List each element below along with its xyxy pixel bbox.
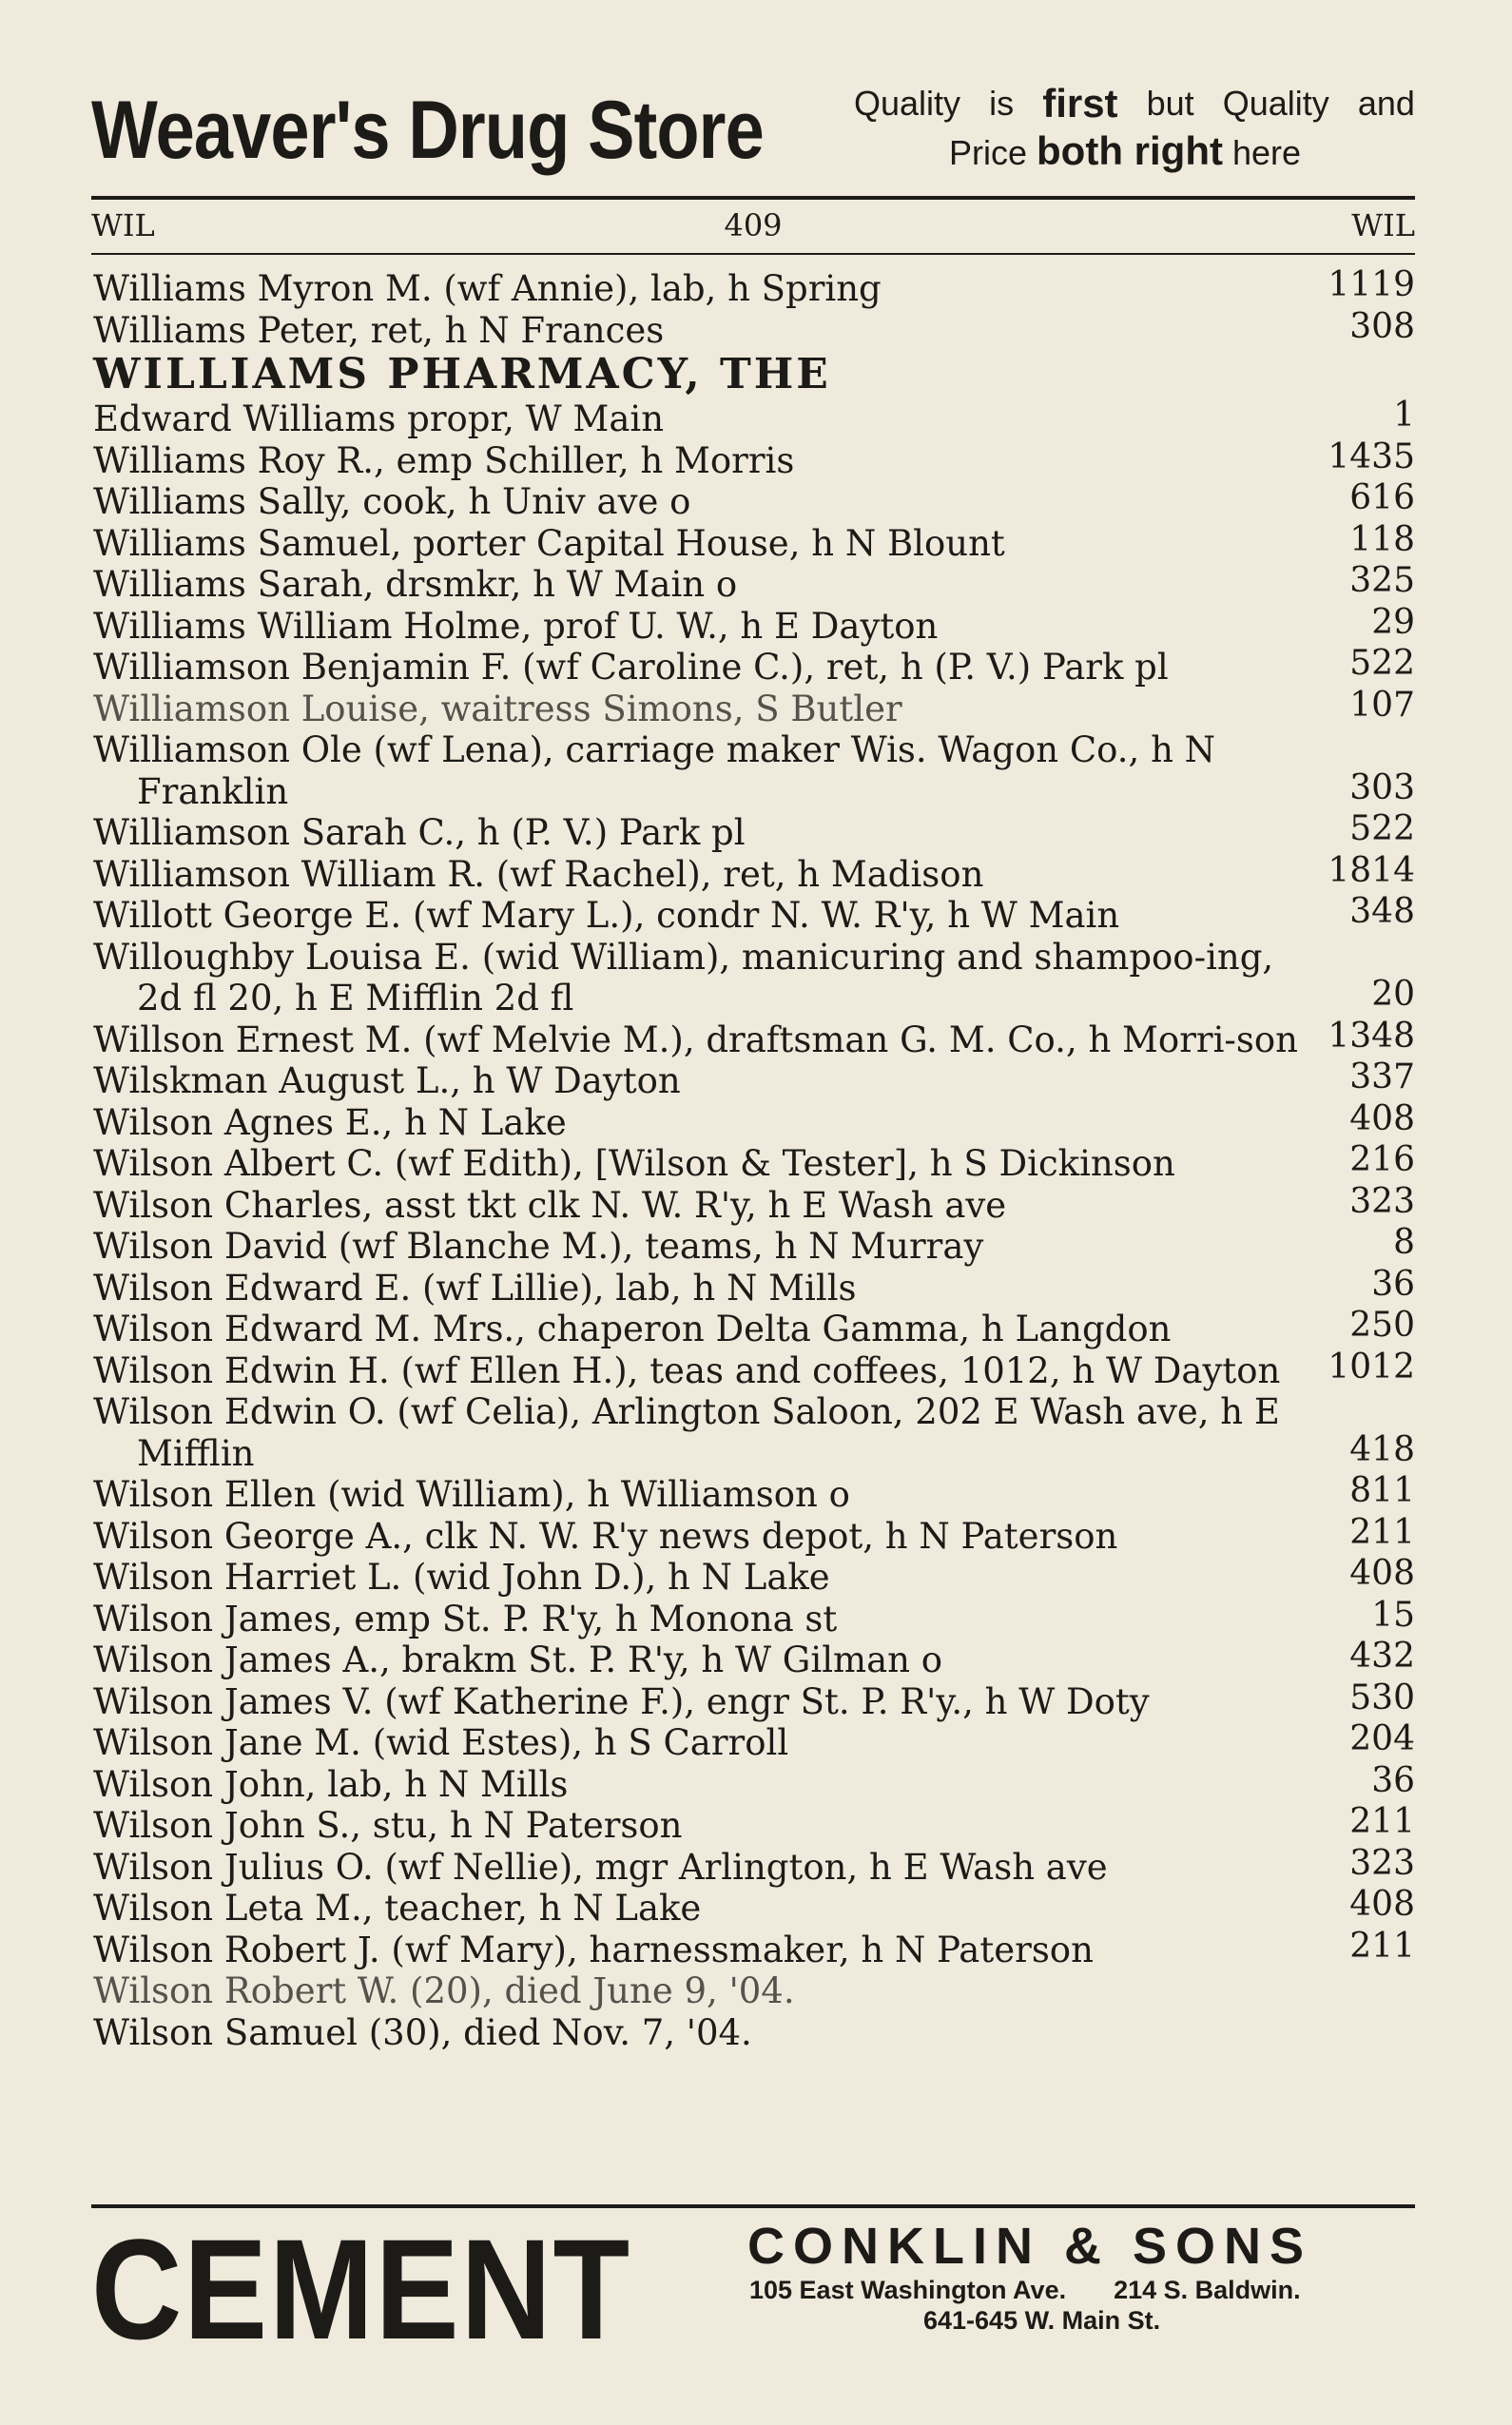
listing-entry bbox=[93, 1347, 1417, 1392]
listing-entry bbox=[93, 1098, 1417, 1144]
entry-text: Wilson Edwin O. (wf Celia), Arlington Saloon, 202 E Wash ave, h E Mifflin bbox=[93, 1391, 1280, 1474]
house-number: 216 bbox=[1349, 1140, 1415, 1179]
header-rule-top bbox=[91, 196, 1415, 200]
listing-entry bbox=[93, 1639, 1417, 1681]
house-number: 522 bbox=[1349, 809, 1415, 848]
house-number: 1348 bbox=[1328, 1016, 1415, 1056]
house-number: 107 bbox=[1349, 685, 1415, 725]
house-number: 408 bbox=[1349, 1885, 1415, 1924]
listing-entry bbox=[93, 1512, 1417, 1558]
firm-address-line-1 bbox=[747, 2275, 1419, 2305]
entry-text: Wilson Edward M. Mrs., chaperon Delta Gamma, h Langdon bbox=[93, 1309, 1172, 1349]
house-number: 308 bbox=[1349, 306, 1415, 346]
house-number: 15 bbox=[1371, 1595, 1415, 1635]
house-number: 36 bbox=[1371, 1760, 1415, 1800]
entry-text: Wilson James, emp St. P. R'y, h Monona st bbox=[93, 1598, 838, 1639]
entry-text: Williams Samuel, porter Capital House, h N Blount bbox=[93, 522, 1005, 564]
entry-text: Wilson Julius O. (wf Nellie), mgr Arlington, h E Wash ave bbox=[93, 1846, 1108, 1888]
cement-advertisement bbox=[91, 2208, 1419, 2369]
listing-entry bbox=[93, 519, 1417, 565]
store-slogan bbox=[854, 80, 1415, 177]
listing-entry bbox=[93, 1885, 1417, 1930]
listing-entry bbox=[93, 265, 1417, 310]
house-number: 616 bbox=[1349, 478, 1415, 517]
entry-text: Wilson George A., clk N. W. R'y news depot, h N Paterson bbox=[93, 1515, 1118, 1557]
house-number: 432 bbox=[1349, 1637, 1415, 1676]
entry-text: Wilson Ellen (wid William), h Williamson o bbox=[93, 1474, 850, 1515]
entry-text: WILLIAMS PHARMACY, THE bbox=[93, 350, 831, 398]
house-number: 1119 bbox=[1328, 265, 1415, 304]
listing-entry bbox=[93, 398, 1417, 440]
listing-entry bbox=[93, 937, 1417, 1019]
slogan-word: but bbox=[1146, 84, 1194, 123]
house-number: 325 bbox=[1349, 561, 1415, 600]
listing-entry bbox=[93, 561, 1417, 606]
entry-text: Edward Williams propr, W Main bbox=[93, 398, 665, 439]
entry-text: Wilson Charles, asst tkt clk N. W. R'y, h E Wash ave bbox=[93, 1184, 1007, 1226]
running-head-right: WIL bbox=[1351, 207, 1415, 243]
house-number: 408 bbox=[1349, 1554, 1415, 1593]
slogan-word: first bbox=[1042, 81, 1118, 126]
listing-entry bbox=[93, 1802, 1417, 1847]
entry-text: Wilson Albert C. (wf Edith), [Wilson & Tester], h S Dickinson bbox=[93, 1143, 1175, 1184]
house-number: 29 bbox=[1371, 602, 1415, 642]
slogan-word: Quality bbox=[1222, 84, 1329, 123]
listing-entry bbox=[93, 1554, 1417, 1599]
house-number: 204 bbox=[1349, 1719, 1415, 1758]
slogan-emphasis: both right bbox=[1037, 128, 1223, 173]
house-number: 1435 bbox=[1328, 436, 1415, 476]
listing-entry bbox=[93, 1471, 1417, 1516]
listing-entry bbox=[93, 478, 1417, 523]
firm-name: CONKLIN & SONS bbox=[747, 2218, 1313, 2275]
entry-text: Wilson Harriet L. (wid John D.), h N Lake bbox=[93, 1557, 830, 1598]
listing-heading bbox=[93, 351, 1417, 398]
listing-entry bbox=[93, 1760, 1417, 1806]
listing-entry bbox=[93, 892, 1417, 937]
entry-text: Wilson John S., stu, h N Paterson bbox=[93, 1805, 683, 1846]
house-number: 348 bbox=[1349, 892, 1415, 931]
house-number: 418 bbox=[1349, 1429, 1415, 1469]
listing-entry bbox=[93, 1678, 1417, 1723]
entry-text: Wilson David (wf Blanche M.), teams, h N Murray bbox=[93, 1226, 984, 1267]
directory-listing bbox=[93, 265, 1417, 2053]
listing-entry bbox=[93, 644, 1417, 689]
entry-text: Williams Sally, cook, h Univ ave o bbox=[93, 481, 691, 522]
listing-entry bbox=[93, 685, 1417, 730]
entry-text: Wilson Edward E. (wf Lillie), lab, h N Mills bbox=[93, 1267, 857, 1309]
listing-entry bbox=[93, 1016, 1417, 1061]
slogan-word: is bbox=[989, 84, 1015, 123]
slogan-text: here bbox=[1222, 133, 1302, 172]
entry-text: Williams Roy R., emp Schiller, h Morris bbox=[93, 439, 795, 481]
listing-entry bbox=[93, 306, 1417, 352]
house-number: 20 bbox=[1371, 975, 1415, 1014]
house-number: 522 bbox=[1349, 644, 1415, 683]
entry-text: Willott George E. (wf Mary L.), condr N. W. R'y, h W Main bbox=[93, 895, 1120, 936]
entry-text: Williams Myron M. (wf Annie), lab, h Spring bbox=[93, 268, 882, 309]
entry-text: Wilson Leta M., teacher, h N Lake bbox=[93, 1888, 702, 1929]
running-head bbox=[91, 204, 1415, 245]
house-number: 1 bbox=[1393, 396, 1415, 435]
entry-text: Williams William Holme, prof U. W., h E Dayton bbox=[93, 605, 939, 647]
entry-text: Willson Ernest M. (wf Melvie M.), draftsman G. M. Co., h Morri-son bbox=[93, 1018, 1299, 1060]
listing-entry bbox=[93, 1057, 1417, 1102]
entry-text: Wilson Robert W. (20), died June 9, '04. bbox=[93, 1970, 795, 2011]
entry-text: Williams Peter, ret, h N Frances bbox=[93, 309, 665, 351]
entry-text: Wilskman August L., h W Dayton bbox=[93, 1060, 681, 1101]
house-number: 118 bbox=[1349, 519, 1415, 559]
listing-entry bbox=[93, 1140, 1417, 1185]
listing-entry bbox=[93, 1926, 1417, 1971]
entry-text: Williamson Louise, waitress Simons, S Butler bbox=[93, 688, 902, 729]
cement-product: CEMENT bbox=[91, 2209, 631, 2369]
header-rule-bottom bbox=[91, 253, 1415, 255]
listing-entry bbox=[93, 1970, 1417, 2012]
page-number: 409 bbox=[724, 207, 783, 243]
listing-entry bbox=[93, 1306, 1417, 1350]
slogan-line-2 bbox=[854, 127, 1415, 177]
house-number: 211 bbox=[1349, 1802, 1415, 1841]
house-number: 323 bbox=[1349, 1843, 1415, 1883]
listing-entry bbox=[93, 1719, 1417, 1764]
store-name: Weaver's Drug Store bbox=[91, 85, 764, 176]
house-number: 811 bbox=[1349, 1471, 1415, 1510]
firm-block bbox=[747, 2218, 1419, 2336]
entry-text: Willoughby Louisa E. (wid William), manicuring and shampoo-ing, 2d fl 20, h E Mifflin 2d fl bbox=[93, 936, 1274, 1018]
house-number: 408 bbox=[1349, 1098, 1415, 1138]
listing-entry bbox=[93, 809, 1417, 854]
firm-address: 105 East Washington Ave. bbox=[749, 2276, 1067, 2304]
entry-text: Williamson Benjamin F. (wf Caroline C.), ret, h (P. V.) Park pl bbox=[93, 647, 1169, 688]
slogan-line-1 bbox=[854, 80, 1415, 127]
listing-entry bbox=[93, 436, 1417, 482]
entry-text: Williamson William R. (wf Rachel), ret, h Madison bbox=[93, 853, 984, 895]
firm-address: 214 S. Baldwin. bbox=[1114, 2276, 1301, 2304]
listing-entry bbox=[93, 850, 1417, 896]
running-head-left: WIL bbox=[91, 207, 155, 243]
listing-entry bbox=[93, 1223, 1417, 1268]
listing-entry bbox=[93, 1843, 1417, 1889]
listing-entry bbox=[93, 2012, 1417, 2054]
slogan-word: and bbox=[1357, 84, 1415, 123]
house-number: 8 bbox=[1393, 1223, 1415, 1262]
listing-entry bbox=[93, 602, 1417, 648]
drug-store-advertisement bbox=[91, 80, 1415, 184]
house-number: 211 bbox=[1349, 1512, 1415, 1552]
firm-address: 641-645 W. Main St. bbox=[923, 2306, 1161, 2335]
slogan-word: Quality bbox=[854, 84, 961, 123]
listing-entry bbox=[93, 729, 1417, 812]
entry-text: Williams Sarah, drsmkr, h W Main o bbox=[93, 564, 738, 605]
listing-entry bbox=[93, 1181, 1417, 1227]
entry-text: Wilson Samuel (30), died Nov. 7, '04. bbox=[93, 2011, 752, 2053]
house-number: 1012 bbox=[1328, 1347, 1415, 1387]
listing-entry bbox=[93, 1595, 1417, 1640]
entry-text: Williamson Sarah C., h (P. V.) Park pl bbox=[93, 812, 746, 853]
listing-entry bbox=[93, 1264, 1417, 1310]
entry-text: Williamson Ole (wf Lena), carriage maker Wis. Wagon Co., h N Franklin bbox=[93, 729, 1216, 812]
house-number: 323 bbox=[1349, 1181, 1415, 1221]
entry-text: Wilson Agnes E., h N Lake bbox=[93, 1101, 567, 1143]
slogan-text: Price bbox=[949, 133, 1037, 172]
house-number: 530 bbox=[1349, 1678, 1415, 1717]
house-number: 250 bbox=[1349, 1306, 1415, 1345]
entry-text: Wilson Jane M. (wid Estes), h S Carroll bbox=[93, 1722, 789, 1763]
entry-text: Wilson James V. (wf Katherine F.), engr St. P. R'y., h W Doty bbox=[93, 1680, 1150, 1722]
entry-text: Wilson John, lab, h N Mills bbox=[93, 1763, 569, 1805]
entry-text: Wilson Robert J. (wf Mary), harnessmaker, h N Paterson bbox=[93, 1929, 1094, 1970]
house-number: 36 bbox=[1371, 1264, 1415, 1304]
listing-entry bbox=[93, 1391, 1417, 1474]
entry-text: Wilson James A., brakm St. P. R'y, h W Gilman o bbox=[93, 1639, 943, 1680]
house-number: 337 bbox=[1349, 1057, 1415, 1096]
house-number: 211 bbox=[1349, 1926, 1415, 1966]
house-number: 1814 bbox=[1328, 850, 1415, 890]
house-number: 303 bbox=[1349, 767, 1415, 807]
entry-text: Wilson Edwin H. (wf Ellen H.), teas and coffees, 1012, h W Dayton bbox=[93, 1349, 1281, 1391]
